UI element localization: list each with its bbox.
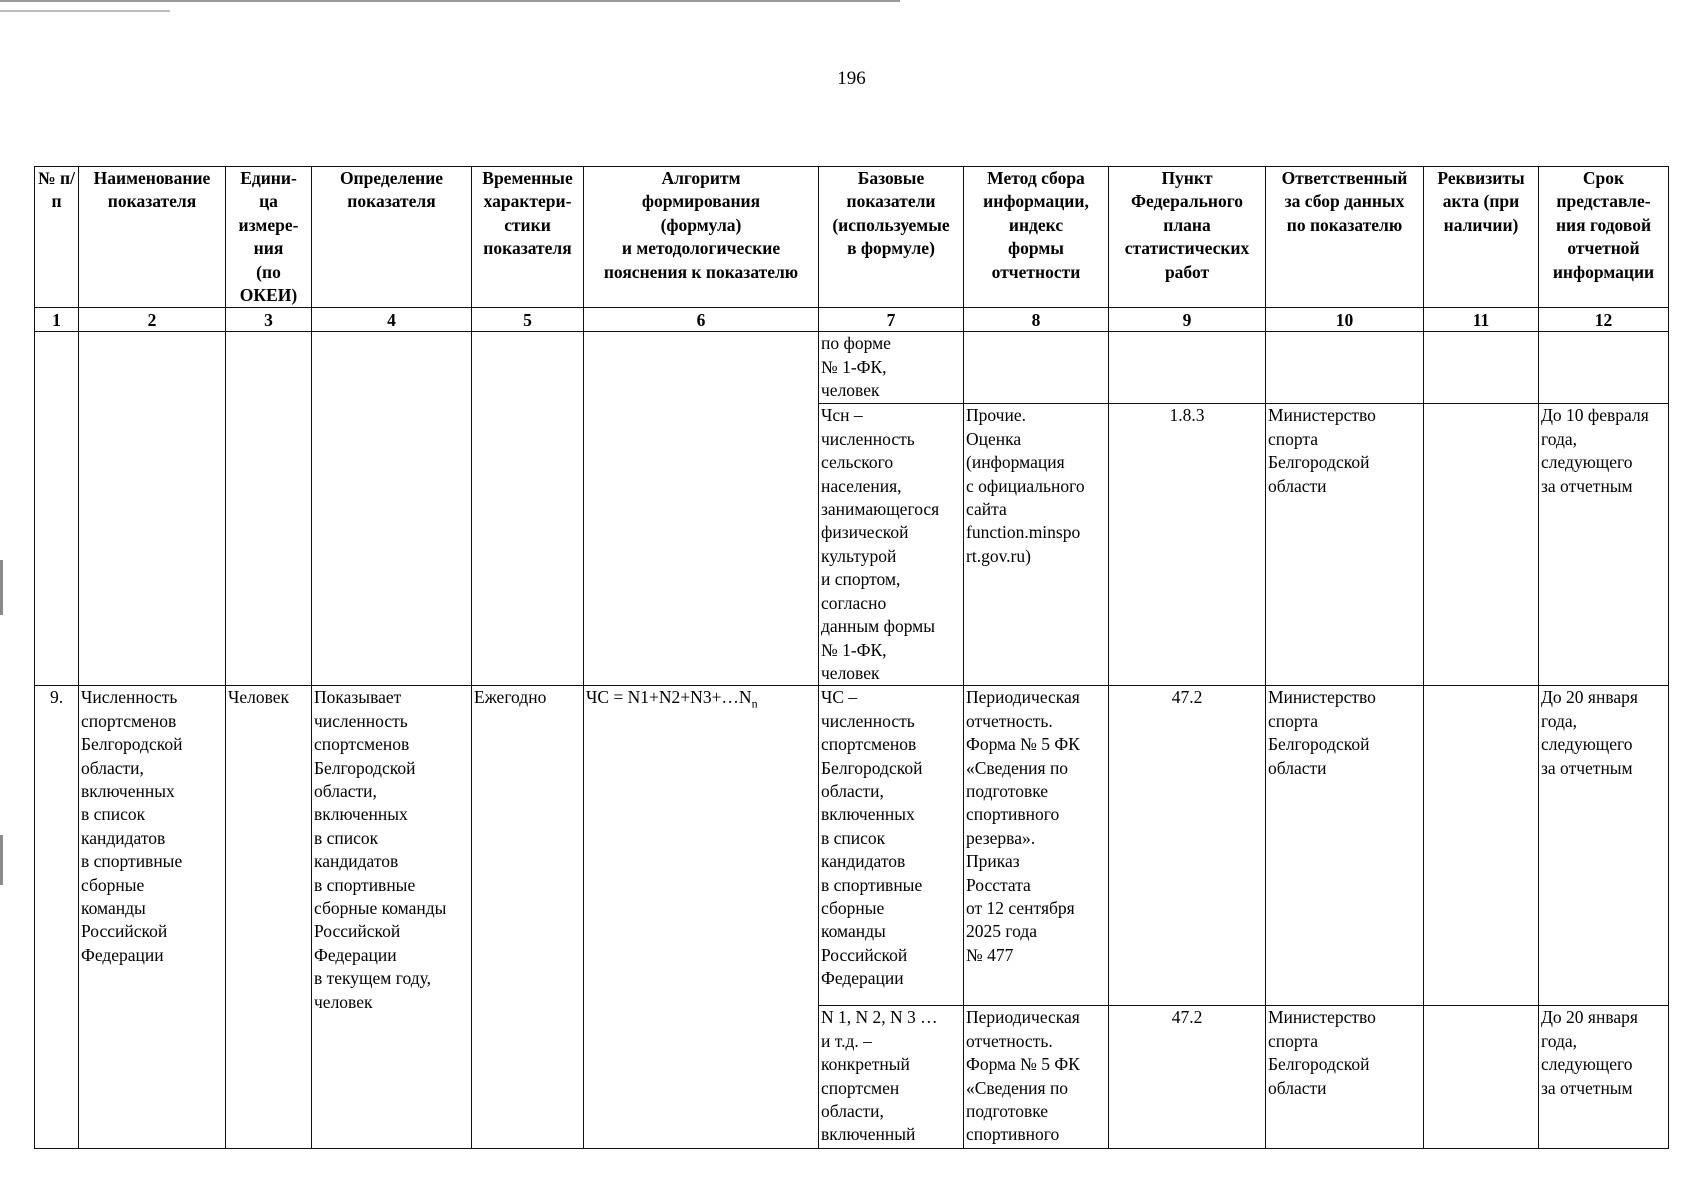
cell-federal-plan-item: 47.2 <box>1109 686 1266 1006</box>
cell-empty <box>472 332 584 686</box>
cell-empty <box>1266 332 1424 404</box>
column-number: 12 <box>1539 308 1669 332</box>
cell-definition: Показывает численность спортсменов Белгородской области, включенных в список кандидатов в спортивные сборные команды Российской Федерации в текущем году, человек <box>312 686 472 1149</box>
formula-subscript: n <box>751 696 758 711</box>
header-num: № п/п <box>35 167 79 308</box>
cell-act-details <box>1424 686 1539 1006</box>
cell-deadline: До 10 февраля года, следующего за отчетным <box>1539 404 1669 686</box>
page-number: 196 <box>837 68 866 89</box>
cell-collection-method: Прочие. Оценка (информация с официального сайта function.minspo rt.gov.ru) <box>964 404 1109 686</box>
cell-base-indicator: N 1, N 2, N 3 … и т.д. – конкретный спортсмен области, включенный <box>819 1006 964 1149</box>
cell-base-indicator: Чсн – численность сельского населения, занимающегося физической культурой и спортом, согласно данным формы № 1-ФК, человек <box>819 404 964 686</box>
column-number: 3 <box>226 308 312 332</box>
cell-empty <box>226 332 312 686</box>
cell-empty <box>964 332 1109 404</box>
cell-act-details <box>1424 404 1539 686</box>
column-number: 9 <box>1109 308 1266 332</box>
cell-formula <box>584 686 819 1149</box>
header-unit: Едини- ца измере- ния (по ОКЕИ) <box>226 167 312 308</box>
cell-deadline: До 20 января года, следующего за отчетным <box>1539 1006 1669 1149</box>
column-number: 2 <box>79 308 226 332</box>
cell-responsible: Министерство спорта Белгородской области <box>1266 404 1424 686</box>
cell-deadline: До 20 января года, следующего за отчетным <box>1539 686 1669 1006</box>
header-indicator-name: Наименование показателя <box>79 167 226 308</box>
scan-left-edge-mark <box>0 835 3 885</box>
cell-federal-plan-item: 47.2 <box>1109 1006 1266 1149</box>
cell-act-details <box>1424 1006 1539 1149</box>
cell-empty <box>584 332 819 686</box>
cell-indicator-name: Численность спортсменов Белгородской области, включенных в список кандидатов в спортивные сборные команды Российской Федерации <box>79 686 226 1149</box>
cell-empty <box>1109 332 1266 404</box>
column-number: 11 <box>1424 308 1539 332</box>
header-responsible: Ответственный за сбор данных по показателю <box>1266 167 1424 308</box>
cell-collection-method: Периодическая отчетность. Форма № 5 ФК «Сведения по подготовке спортивного <box>964 1006 1109 1149</box>
cell-base-indicator: по форме № 1-ФК, человек <box>819 332 964 404</box>
table-row <box>35 332 1669 404</box>
column-number: 6 <box>584 308 819 332</box>
indicator-passport-table <box>34 166 1669 1149</box>
column-number: 5 <box>472 308 584 332</box>
cell-empty <box>79 332 226 686</box>
cell-empty <box>312 332 472 686</box>
column-number-row <box>35 308 1669 332</box>
header-collection-method: Метод сбора информации, индекс формы отчетности <box>964 167 1109 308</box>
formula-text: ЧС = N1+N2+N3+…N <box>586 687 752 708</box>
cell-empty <box>1424 332 1539 404</box>
table-row <box>35 686 1669 1006</box>
column-number: 10 <box>1266 308 1424 332</box>
header-algorithm: Алгоритм формирования (формула) и методологические пояснения к показателю <box>584 167 819 308</box>
header-definition: Определение показателя <box>312 167 472 308</box>
scan-top-rule <box>0 0 900 2</box>
cell-federal-plan-item: 1.8.3 <box>1109 404 1266 686</box>
header-act-details: Реквизиты акта (при наличии) <box>1424 167 1539 308</box>
header-base-indicators: Базовые показатели (используемые в формуле) <box>819 167 964 308</box>
cell-empty <box>1539 332 1669 404</box>
column-number: 4 <box>312 308 472 332</box>
cell-unit: Человек <box>226 686 312 1149</box>
cell-collection-method: Периодическая отчетность. Форма № 5 ФК «Сведения по подготовке спортивного резерва». Приказ Росстата от 12 сентября 2025 года № 477 <box>964 686 1109 1006</box>
cell-base-indicator: ЧС – численность спортсменов Белгородской области, включенных в список кандидатов в спортивные сборные команды Российской Федерации <box>819 686 964 1006</box>
column-number: 1 <box>35 308 79 332</box>
header-row <box>35 167 1669 308</box>
cell-empty <box>35 332 79 686</box>
cell-responsible: Министерство спорта Белгородской области <box>1266 1006 1424 1149</box>
cell-time-characteristics: Ежегодно <box>472 686 584 1149</box>
header-time-characteristics: Временные характери- стики показателя <box>472 167 584 308</box>
cell-responsible: Министерство спорта Белгородской области <box>1266 686 1424 1006</box>
scan-left-edge-mark <box>0 560 3 615</box>
cell-row-number: 9. <box>35 686 79 1149</box>
scan-top-rule-short <box>0 10 170 12</box>
header-deadline: Срок представле- ния годовой отчетной информации <box>1539 167 1669 308</box>
column-number: 8 <box>964 308 1109 332</box>
header-federal-plan-item: Пункт Федерального плана статистических работ <box>1109 167 1266 308</box>
column-number: 7 <box>819 308 964 332</box>
